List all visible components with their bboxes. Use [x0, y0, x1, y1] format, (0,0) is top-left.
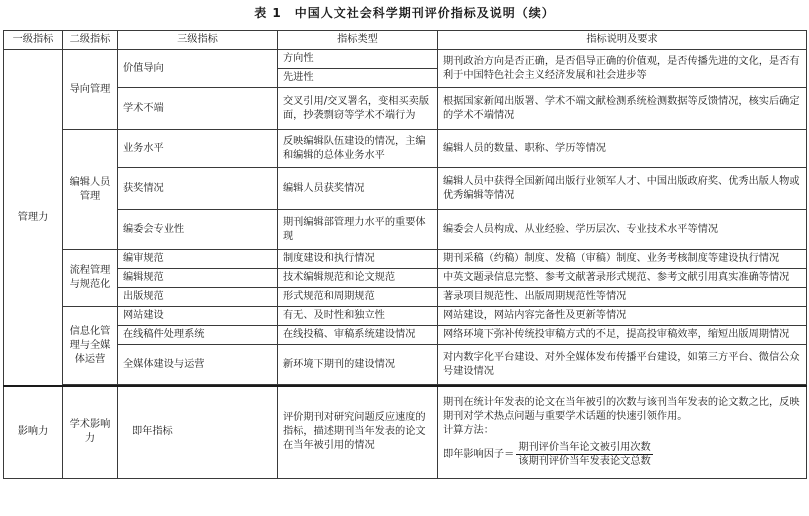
type-chuban: 形式规范和周期规范 [278, 288, 438, 307]
level3-huojiang: 获奖情况 [118, 168, 278, 210]
level3-chuban: 出版规范 [118, 288, 278, 307]
desc-quanmeiti: 对内数字化平台建设、对外全媒体发布传播平台建设，如第三方平台、微信公众号建设情况 [438, 345, 807, 385]
level2-bianji: 编辑人员管理 [63, 130, 118, 250]
level2-daoxiang: 导向管理 [63, 50, 118, 130]
level3-quanmeiti: 全媒体建设与运营 [118, 345, 278, 385]
header-level1: 一级指标 [4, 31, 63, 50]
header-type: 指标类型 [278, 31, 438, 50]
table-row [4, 88, 807, 130]
desc-bianji-gf: 中英文题录信息完整、参考文献著录形式规范、参考文献引用真实准确等情况 [438, 269, 807, 288]
type-yewu: 反映编辑队伍建设的情况，主编和编辑的总体业务水平 [278, 130, 438, 168]
desc-bianwei: 编委会人员构成、从业经验、学历层次、专业技术水平等情况 [438, 210, 807, 250]
table-row [4, 269, 807, 288]
table-row [4, 326, 807, 345]
desc-xueshubu: 根据国家新闻出版署、学术不端文献检测系统检测数据等反馈情况，核实后确定的学术不端情况 [438, 88, 807, 130]
evaluation-table [3, 30, 807, 479]
type-bianji-gf: 技术编辑规范和论文规范 [278, 269, 438, 288]
level3-jiazhi: 价值导向 [118, 50, 278, 88]
desc-jiazhi: 期刊政治方向是否正确，是否倡导正确的价值观，是否传播先进的文化，是否有利于中国特色社会主义经济发展和社会进步等 [438, 50, 807, 88]
table-row [4, 210, 807, 250]
table-row [4, 288, 807, 307]
desc-huojiang: 编辑人员中获得全国新闻出版行业领军人才、中国出版政府奖、优秀出版人物或优秀编辑等情况 [438, 168, 807, 210]
type-quanmeiti: 新环境下期刊的建设情况 [278, 345, 438, 385]
level3-wangzhan: 网站建设 [118, 307, 278, 326]
header-level2: 二级指标 [63, 31, 118, 50]
level3-xueshubu: 学术不端 [118, 88, 278, 130]
header-description: 指标说明及要求 [438, 31, 807, 50]
table-row [4, 168, 807, 210]
table-caption: 表 1 中国人文社会科学期刊评价指标及说明（续） [254, 6, 555, 20]
desc-zaixian: 网络环境下弥补传统投审稿方式的不足，提高投审稿效率，缩短出版周期情况 [438, 326, 807, 345]
formula-lhs: 即年影响因子＝ [443, 448, 515, 460]
table-row [4, 307, 807, 326]
type-fangxiang: 方向性 [278, 50, 438, 69]
type-bianwei: 期刊编辑部管理力水平的重要体现 [278, 210, 438, 250]
type-zaixian: 在线投稿、审稿系统建设情况 [278, 326, 438, 345]
desc-wangzhan: 网站建设，网站内容完备性及更新等情况 [438, 307, 807, 326]
table-header-row [4, 31, 807, 50]
desc-yewu: 编辑人员的数量、职称、学历等情况 [438, 130, 807, 168]
desc-jinian: 期刊在统计年发表的论文在当年被引的次数与该刊当年发表的论文数之比，反映期刊对学术热点问题与重要学术话题的快速引领作用。 [443, 397, 800, 423]
type-huojiang: 编辑人员获奖情况 [278, 168, 438, 210]
table-row [4, 130, 807, 168]
table-row [4, 250, 807, 269]
formula-denominator: 该期刊评价当年发表论文总数 [518, 456, 651, 468]
level3-zaixian: 在线稿件处理系统 [118, 326, 278, 345]
desc-chuban: 著录项目规范性、出版周期规范性等情况 [438, 288, 807, 307]
level1-guanli: 管理力 [4, 50, 63, 387]
formula-fraction [516, 441, 652, 468]
table-row [4, 50, 807, 69]
type-xueshubu: 交叉引用/交叉署名，变相买卖版面，抄袭剽窃等学术不端行为 [278, 88, 438, 130]
level2-liucheng: 流程管理与规范化 [63, 250, 118, 307]
calc-label: 计算方法： [443, 425, 494, 437]
level3-yewu: 业务水平 [118, 130, 278, 168]
level3-bianwei: 编委会专业性 [118, 210, 278, 250]
impact-formula [443, 441, 801, 468]
desc-bianshen: 期刊采稿（约稿）制度、发稿（审稿）制度、业务考核制度等建设执行情况 [438, 250, 807, 269]
desc-jinian-cell [438, 386, 807, 478]
formula-numerator: 期刊评价当年论文被引用次数 [518, 442, 651, 454]
type-wangzhan: 有无、及时性和独立性 [278, 307, 438, 326]
type-xianjin: 先进性 [278, 69, 438, 88]
header-level3: 三级指标 [118, 31, 278, 50]
table-row [4, 345, 807, 385]
level2-xueshu: 学术影响力 [63, 386, 118, 478]
type-jinian: 评价期刊对研究问题反应速度的指标，描述期刊当年发表的论文在当年被引用的情况 [278, 386, 438, 478]
level3-bianshen: 编审规范 [118, 250, 278, 269]
level2-xinxi: 信息化管理与全媒体运营 [63, 307, 118, 385]
level3-jinian: 即年指标 [118, 386, 278, 478]
table-row [4, 386, 807, 478]
level1-yingxiang: 影响力 [4, 386, 63, 478]
type-bianshen: 制度建设和执行情况 [278, 250, 438, 269]
level3-bianji-gf: 编辑规范 [118, 269, 278, 288]
